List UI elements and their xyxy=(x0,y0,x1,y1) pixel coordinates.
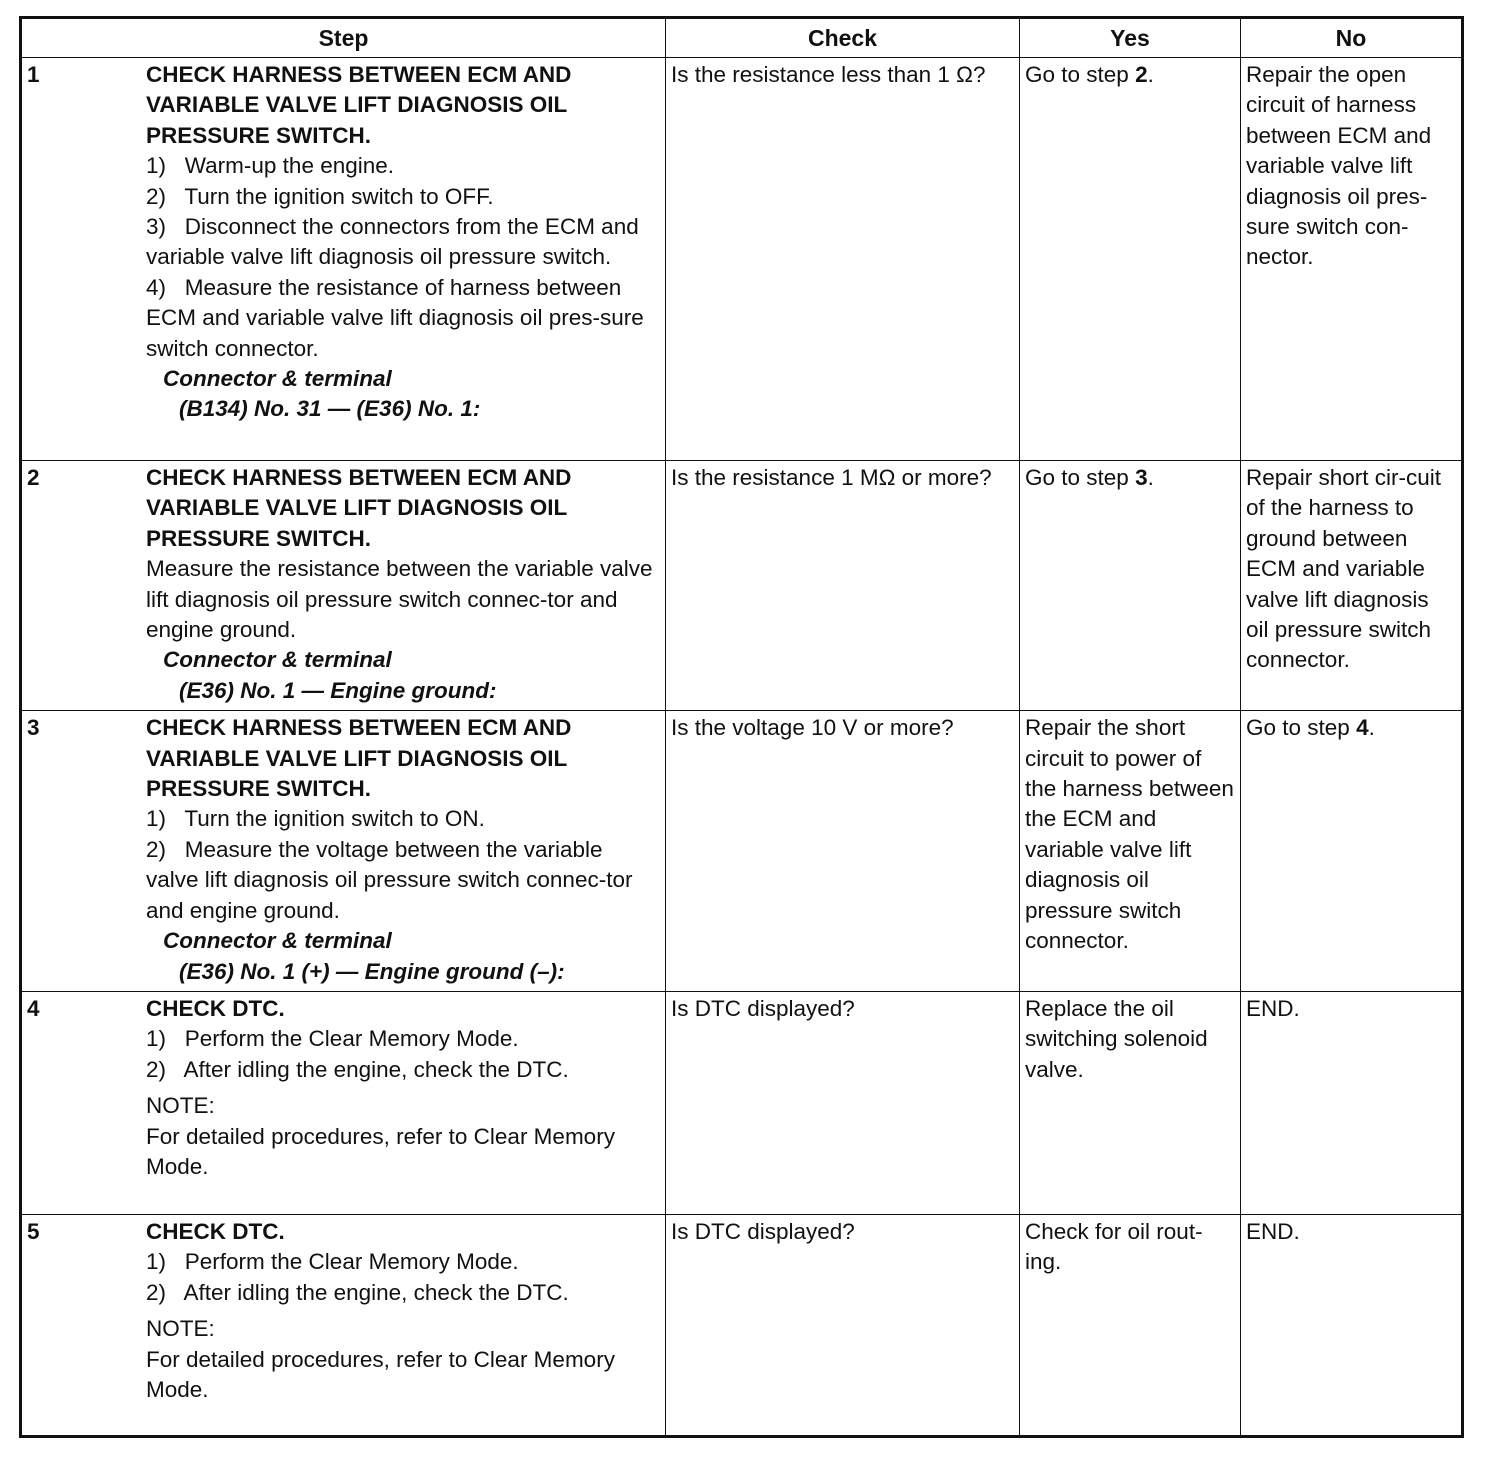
check-cell: Is DTC displayed? xyxy=(666,991,1020,1214)
step-instruction: 2) After idling the engine, check the DTC. xyxy=(146,1056,569,1082)
header-step: Step xyxy=(21,18,666,58)
step-number: 5 xyxy=(27,1218,40,1244)
note-text: For detailed procedures, refer to Clear Memory Mode. xyxy=(146,1346,615,1402)
step-title: CHECK HARNESS BETWEEN ECM AND VARIABLE VALVE LIFT DIAGNOSIS OIL PRESSURE SWITCH. xyxy=(146,465,572,551)
step-cell xyxy=(21,991,666,1214)
step-instruction: 1) Perform the Clear Memory Mode. xyxy=(146,1249,519,1275)
step-instruction: 1) Turn the ignition switch to ON. xyxy=(146,806,485,832)
note-label: NOTE: xyxy=(146,1316,215,1342)
no-text: Go to step xyxy=(1246,715,1357,741)
header-check: Check xyxy=(666,18,1020,58)
step-number: 1 xyxy=(27,62,40,87)
no-cell: END. xyxy=(1241,1214,1463,1436)
step-title: CHECK DTC. xyxy=(146,995,285,1021)
note-text: For detailed procedures, refer to Clear Memory Mode. xyxy=(146,1123,615,1179)
header-yes: Yes xyxy=(1020,18,1241,58)
step-instruction: Measure the resistance between the variable valve lift diagnosis oil pressure switch connec-tor and engine ground. xyxy=(146,556,653,643)
step-cell xyxy=(21,461,666,711)
check-cell: Is the resistance 1 MΩ or more? xyxy=(666,461,1020,711)
connector-terminal-value: (B134) No. 31 — (E36) No. 1: xyxy=(179,396,481,422)
check-cell: Is DTC displayed? xyxy=(666,1214,1020,1436)
header-no: No xyxy=(1241,18,1463,58)
check-cell: Is the resistance less than 1 Ω? xyxy=(666,58,1020,461)
connector-terminal-label: Connector & terminal xyxy=(163,647,392,673)
step-instruction: 2) After idling the engine, check the DTC. xyxy=(146,1279,569,1305)
step-instruction: 2) Measure the voltage between the variable valve lift diagnosis oil pressure switch connec-tor and engine ground. xyxy=(146,836,633,923)
yes-step-link: 2 xyxy=(1135,62,1148,87)
step-instruction: 4) Measure the resistance of harness between ECM and variable valve lift diagnosis oil pres-sure switch connector. xyxy=(146,274,644,361)
no-suffix: . xyxy=(1368,715,1375,741)
table-row xyxy=(21,711,1463,992)
step-instruction: 3) Disconnect the connectors from the ECM and variable valve lift diagnosis oil pressure switch. xyxy=(146,214,639,270)
yes-suffix: . xyxy=(1147,465,1154,490)
yes-cell xyxy=(1020,58,1241,461)
step-title: CHECK HARNESS BETWEEN ECM AND VARIABLE VALVE LIFT DIAGNOSIS OIL PRESSURE SWITCH. xyxy=(146,62,572,148)
yes-cell: Repair the short circuit to power of the harness between the ECM and variable valve lift diagnosis oil pressure switch connector. xyxy=(1020,711,1241,992)
connector-terminal-label: Connector & terminal xyxy=(163,366,392,392)
step-number: 3 xyxy=(27,715,40,741)
yes-suffix: . xyxy=(1147,62,1154,87)
yes-cell: Check for oil rout-ing. xyxy=(1020,1214,1241,1436)
table-header-row xyxy=(21,18,1463,58)
yes-text: Go to step xyxy=(1025,62,1136,87)
no-cell: Repair the open circuit of harness between ECM and variable valve lift diagnosis oil pres-sure switch con-nector. xyxy=(1241,58,1463,461)
no-cell: Repair short cir-cuit of the harness to ground between ECM and variable valve lift diagnosis oil pressure switch connector. xyxy=(1241,461,1463,711)
step-instruction: 2) Turn the ignition switch to OFF. xyxy=(146,183,494,209)
step-title: CHECK HARNESS BETWEEN ECM AND VARIABLE VALVE LIFT DIAGNOSIS OIL PRESSURE SWITCH. xyxy=(146,715,572,802)
step-instruction: 1) Warm-up the engine. xyxy=(146,153,395,179)
no-cell xyxy=(1241,711,1463,992)
yes-cell xyxy=(1020,461,1241,711)
yes-cell: Replace the oil switching solenoid valve. xyxy=(1020,991,1241,1214)
step-number: 4 xyxy=(27,995,40,1021)
step-cell xyxy=(21,58,666,461)
yes-text: Go to step xyxy=(1025,465,1136,490)
connector-terminal-value: (E36) No. 1 (+) — Engine ground (–): xyxy=(179,958,565,984)
table-row xyxy=(21,991,1463,1214)
step-cell xyxy=(21,711,666,992)
step-cell xyxy=(21,1214,666,1436)
connector-terminal-value: (E36) No. 1 — Engine ground: xyxy=(179,677,497,703)
yes-step-link: 3 xyxy=(1135,465,1148,490)
table-row xyxy=(21,461,1463,711)
step-title: CHECK DTC. xyxy=(146,1218,285,1244)
no-step-link: 4 xyxy=(1356,715,1369,741)
note-label: NOTE: xyxy=(146,1093,215,1119)
connector-terminal-label: Connector & terminal xyxy=(163,928,392,954)
step-number: 2 xyxy=(27,465,40,490)
diagnostic-procedure-table xyxy=(19,16,1464,1438)
step-instruction: 1) Perform the Clear Memory Mode. xyxy=(146,1026,519,1052)
no-cell: END. xyxy=(1241,991,1463,1214)
table-row xyxy=(21,1214,1463,1436)
table-row xyxy=(21,58,1463,461)
check-cell: Is the voltage 10 V or more? xyxy=(666,711,1020,992)
